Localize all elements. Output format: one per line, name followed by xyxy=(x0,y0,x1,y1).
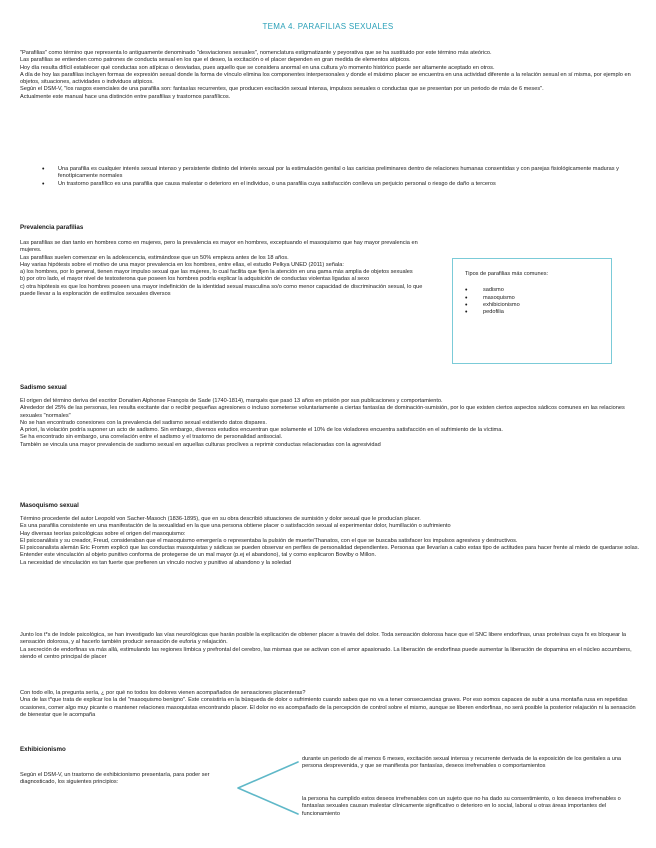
prevalencia-paragraph: Hay varias hipótesis sobre el motivo de una mayor prevalencia en los hombres, entre ellas, el estudio Pelkya UNED (2011) señala: xyxy=(20,261,344,268)
intro-paragraph: A día de hoy las parafilias incluyen formas de expresión sexual donde la forma de vínculo elimina los componentes interpersonales y donde el máximo placer se encuentra en una actividad diferente a la relación sexual en sí misma, por ejemplo en objetos, situaciones, actividades o individuos atípicos. xyxy=(20,71,631,86)
sadismo-section xyxy=(20,398,640,449)
prevalencia-paragraph: b) por otro lado, el mayor nivel de testosterona que poseen los hombres podría explicar la adquisición de conductas violentas ligadas al sexo xyxy=(20,276,370,283)
masoquismo-paragraph: Hay diversas teorías psicológicas sobre el origen del masoquismo: xyxy=(20,530,186,537)
sadismo-paragraph: El origen del término deriva del escritor Donatien Alphonse François de Sade (1740-1814), marqués que pasó 13 años en prisión por sus publicaciones y comportamiento. xyxy=(20,398,443,404)
list-item: • exhibicionismo xyxy=(465,302,601,309)
masoquismo-section xyxy=(20,516,640,567)
list-item: • masoquismo xyxy=(465,295,601,302)
masoquismo-paragraph: Término procedente del autor Leopold von Sacher-Masoch (1836-1895), que en su obra describió situaciones de sumisión y dolor sexual que le producían placer. xyxy=(20,516,421,522)
intro-paragraph: Según el DSM-V, "los rasgos esenciales de una parafilia son: fantasías recurrentes, que producen excitación sexual intensa, impulsos sexuales o conductas que se presentan por un periodo de más de 6 meses". xyxy=(20,86,544,93)
section-heading-exhibicionismo: Exhibicionismo xyxy=(20,746,66,753)
box-heading: Tipos de parafilias más comunes: xyxy=(465,271,549,277)
list-item: • Un trastorno parafílico es una parafilia que causa malestar o deterioro en el individuo, o una parafilia cuya satisfacción conlleva un perjuicio personal o riesgo de daño a terceros xyxy=(42,181,632,188)
sadismo-paragraph: Alrededor del 25% de las personas, les resulta excitante dar o recibir pequeñas agresiones o incluso someterse voluntariamente a ciertas fantasías de dominación-sumisión, por lo que existen ciertos aspectos sádicos comunes en las relaciones sexuales "normales" xyxy=(20,405,625,419)
masoquismo-paragraph: La secreción de endorfinas va más allá, estimulando las regiones límbica y prefrontal del cerebro, las mismas que se activan con el amor apasionado. La liberación de endorfinas puede aumentar la liberación de dopamina en el núcleo accumbens, siendo el centro principal de placer xyxy=(20,646,632,660)
exhibicionismo-intro: Según el DSM-V, un trastorno de exhibicionismo presentaría, para poder ser diagnosticado, los siguientes principios: xyxy=(20,772,210,786)
masoquismo-section-3 xyxy=(20,690,640,719)
section-heading-masoquismo: Masoquismo sexual xyxy=(20,502,79,509)
masoquismo-paragraph: Entender este vinculación al objeto punitivo conforma de protegerse de un mal mayor (p.ej el abandono), tal y como explicaron Bowlby o Millon. xyxy=(20,552,377,559)
masoquismo-paragraph: Con todo ello, la pregunta sería, ¿ por qué no todos los dolores vienen acompañados de sensaciones placenteras? xyxy=(20,690,306,696)
masoquismo-paragraph: El psicoanálisis y su creador, Freud, consideraban que el masoquismo emergería o representaba la pulsión de muerte/Thanatos, con el que se buscaba satisfacer los impulsos agresivos y destructivos. xyxy=(20,537,518,544)
intro-paragraph: Hoy día resulta difícil establecer qué conductas son atípicas o desviadas, pues aquello que se considera anormal en una cultura y/o momento histórico puede ser altamente aceptado en otros. xyxy=(20,64,495,71)
page-title: TEMA 4. PARAFILIAS SEXUALES xyxy=(262,22,394,31)
section-heading-sadismo: Sadismo sexual xyxy=(20,384,67,391)
parafilias-types-box xyxy=(452,258,612,364)
prevalencia-paragraph: Las parafilias se dan tanto en hombres como en mujeres, pero la prevalencia es mayor en hombres, exceptuando el masoquismo que hay mayor prevalencia en mujeres. xyxy=(20,240,418,254)
list-item: • Una parafilia es cualquier interés sexual intenso y persistente distinto del interés sexual por la estimulación genital o las caricias preliminares dentro de relaciones humanas consentidas y con parejas fisiológicamente maduras y fenotípicamente normales xyxy=(42,166,632,181)
prevalencia-paragraph: c) otra hipótesis es que los hombres poseen una mayor indefinición de la identidad sexual masculina so/o como menor capacidad de discriminación sexual, lo que puede llevar a la exploración de estímulos sexuales diversos xyxy=(20,283,423,298)
masoquismo-paragraph: Junto los t*s de índole psicológica, se han investigado las vías neurológicas que harán posible la explicación de obtener placer a través del dolor. Toda sensación dolorosa hace que el SNC libere endorfinas, unas proteínas cuya fx es bloquear la sensación dolorosa, y al hacerlo también producir sensación de euforia y relajación. xyxy=(20,632,626,646)
masoquismo-paragraph: La necesidad de vinculación es tan fuerte que prefieren un vínculo nocivo y punitivo al abandono y la soledad xyxy=(20,559,292,566)
masoquismo-paragraph: El psicoanalista alemán Eric Fromm explicó que las conductas masoquistas y sádicas se pueden observar en perfiles de personalidad dependientes. Personas que llevarían a cabo estas tipo de actitudes para hacer frente al miedo de quedarse solas. xyxy=(20,545,640,552)
masoquismo-section-2 xyxy=(20,632,640,661)
prevalencia-paragraph: a) los hombres, por lo general, tienen mayor impulso sexual que las mujeres, lo cual facilita que fijen la atención en una gama más amplia de objetos sexuales xyxy=(20,269,413,276)
sadismo-paragraph: Se ha encontrado sin embargo, una correlación entre el sadismo y el trastorno de personalidad antisocial. xyxy=(20,434,283,441)
exhibicionismo-criteria-2: la persona ha cumplido estos deseos irrefrenables con un sujeto que no ha dado su consentimiento, o los deseos irrefrenables o fantasías sexuales causan malestar clínicamente significativo o deterioro en lo social, laboral u otras áreas importantes del funcionamiento xyxy=(302,796,621,817)
list-item: • pedofilia xyxy=(465,309,601,316)
sadismo-paragraph: También se vincula una mayor prevalencia de sadismo sexual en aquellas culturas proclives a reprimir conductas relacionadas con la agresividad xyxy=(20,441,381,448)
masoquismo-paragraph: Una de las t*que trata de explicar los la del "masoquismo benigno". Este consistiría en la búsqueda de dolor o sufrimiento cuando sabes que no va a tener consecuencias graves. Por eso somos capaces de subir a una montaña rusa en repetidas ocasiones, comer algo muy picante o mantener relaciones masoquistas encontrando placer. El dolor no es acompañado de la percepción de control sobre el mismo, aunque se liberen endorfinas, no será posible la posterior relajación ni la sensación de bienestar que le acompaña xyxy=(20,697,636,718)
list-item: • sadismo xyxy=(465,287,601,294)
intro-paragraph: Actualmente este manual hace una distinción entre parafilias y trastornos parafílicos. xyxy=(20,93,231,100)
prevalencia-paragraph: Las parafilias suelen comenzar en la adolescencia, estimándose que un 50% empieza antes de los 18 años. xyxy=(20,254,289,261)
intro-paragraph: "Parafilias" como término que representa lo antiguamente denominado "desviaciones sexuales", nomenclatura estigmatizante y peyorativa que se ha sustituido por este término más ateórico. xyxy=(20,50,492,56)
section-heading-prevalencia: Prevalencia parafilias xyxy=(20,224,84,231)
intro-bullets xyxy=(42,166,632,188)
left-chevron-arrow-icon xyxy=(232,758,302,818)
sadismo-paragraph: A priori, la violación podría suponer un acto de sadismo. Sin embargo, diversos estudios encuentran que solamente el 10% de los violadores encuentra satisfacción en el sufrimiento de la víctima. xyxy=(20,427,503,434)
prevalencia-section xyxy=(20,240,434,298)
masoquismo-paragraph: Es una parafilia consistente en una manifestación de la sexualidad en la que una persona obtiene placer o satisfacción sexual al experimentar dolor, humillación o sufrimiento xyxy=(20,523,451,530)
exhibicionismo-criteria-1: durante un periodo de al menos 6 meses, excitación sexual intensa y recurrente derivada de la exposición de los genitales a una persona desprevenida, y que se manifiesta por fantasías, deseos irrefrenables o comportamientos xyxy=(302,756,622,770)
sadismo-paragraph: No se han encontrado conexiones con la prevalencia del sadismo sexual existiendo datos dispares. xyxy=(20,419,267,426)
intro-section xyxy=(20,50,640,101)
intro-paragraph: Las parafilias se entienden como patrones de conducta sexual en los que el deseo, la excitación o el placer dependen en gran medida de elementos atípicos. xyxy=(20,57,411,64)
